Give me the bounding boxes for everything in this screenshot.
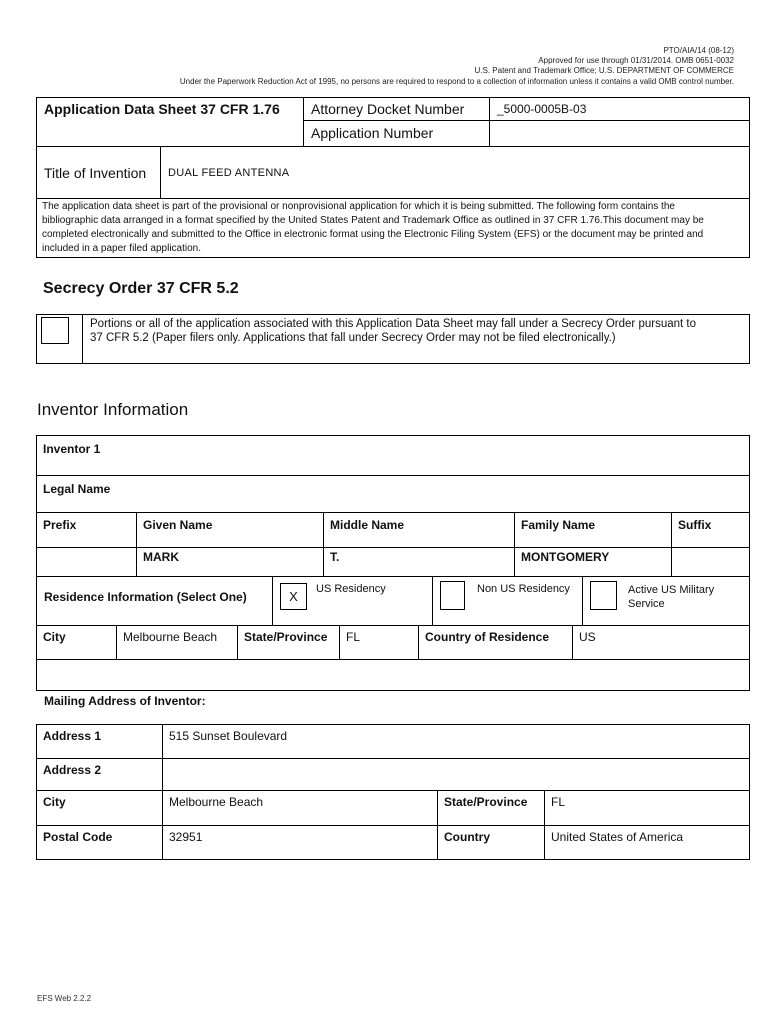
blank-row [36,659,750,691]
mail-state-field[interactable]: FL [544,790,750,826]
invention-label: Title of Invention [44,165,147,181]
inventor-number: Inventor 1 [36,435,750,476]
omb-approval: Approved for use through 01/31/2014. OMB 0651-0032 [538,56,734,65]
secrecy-checkbox[interactable] [41,317,69,344]
middle-name-label: Middle Name [323,512,515,548]
address2-field[interactable] [162,758,750,791]
title-divider-v [303,97,304,146]
postal-code-field[interactable]: 32951 [162,825,438,860]
ads-title: Application Data Sheet 37 CFR 1.76 [44,101,280,117]
secrecy-heading: Secrecy Order 37 CFR 5.2 [43,280,239,297]
invention-value[interactable]: DUAL FEED ANTENNA [168,167,290,179]
suffix-label: Suffix [671,512,750,548]
form-id: PTO/AIA/14 (08-12) [663,46,734,55]
us-residency-label: US Residency [316,583,386,595]
family-name-label: Family Name [514,512,672,548]
residence-divider-2 [432,576,433,626]
country-res-field[interactable]: US [572,625,750,660]
row-divider-1 [303,120,750,121]
non-us-residency-checkbox[interactable] [440,581,465,610]
row-divider-2 [36,146,750,147]
uspto-office: U.S. Patent and Trademark Office; U.S. DEPARTMENT OF COMMERCE [474,66,734,75]
paperwork-notice: Under the Paperwork Reduction Act of 1995, no persons are required to respond to a collection of information unless it contains a valid OMB control number. [179,77,734,86]
suffix-field[interactable] [671,547,750,577]
invention-divider-v [160,146,161,198]
family-name-field[interactable]: MONTGOMERY [514,547,672,577]
legal-name-label: Legal Name [36,475,750,513]
address1-field[interactable]: 515 Sunset Boulevard [162,724,750,759]
us-residency-checkbox[interactable]: X [280,583,307,610]
inventor-heading: Inventor Information [37,400,189,419]
address2-label: Address 2 [36,758,163,791]
app-number-label: Application Number [311,125,434,141]
ads-description: The application data sheet is part of the provisional or nonprovisional application for which it is being submitted. The following form contains the bibliographic data arranged in a format specified by the United States Patent and Trademark Office as outlined in 37 CFR 1.76.This document may be completed electronically and submitted to the Office in electronic format using the Electronic Filing System (EFS) or the document may be printed and included in a paper filed application. [42,201,704,254]
mail-country-label: Country [437,825,545,860]
res-city-label: City [36,625,117,660]
res-city-field[interactable]: Melbourne Beach [116,625,238,660]
postal-code-label: Postal Code [36,825,163,860]
military-label: Active US Military Service [628,584,715,610]
mail-city-field[interactable]: Melbourne Beach [162,790,438,826]
docket-label: Attorney Docket Number [311,101,465,117]
given-name-field[interactable]: MARK [136,547,324,577]
prefix-label: Prefix [36,512,137,548]
residence-divider-1 [272,576,273,626]
non-us-residency-label: Non US Residency [477,583,570,595]
mail-city-label: City [36,790,163,826]
address1-label: Address 1 [36,724,163,759]
res-state-field[interactable]: FL [339,625,419,660]
residence-label: Residence Information (Select One) [44,590,247,604]
country-res-label: Country of Residence [418,625,573,660]
residence-divider-3 [582,576,583,626]
prefix-field[interactable] [36,547,137,577]
given-name-label: Given Name [136,512,324,548]
secrecy-divider-v [82,314,83,364]
mail-state-label: State/Province [437,790,545,826]
mailing-heading: Mailing Address of Inventor: [44,694,206,708]
efs-version: EFS Web 2.2.2 [37,994,92,1003]
row-divider-3 [36,198,750,199]
docket-value[interactable]: _5000-0005B-03 [497,102,587,116]
mail-country-field[interactable]: United States of America [544,825,750,860]
docket-divider-v [489,97,490,146]
res-state-label: State/Province [237,625,340,660]
secrecy-text: Portions or all of the application associated with this Application Data Sheet may fall under a Secrecy Order pursuant to 37 CFR 5.2 (Paper filers only. Applications that fall under Secrecy Order may not be filed electronically.) [90,318,696,344]
military-checkbox[interactable] [590,581,617,610]
middle-name-field[interactable]: T. [323,547,515,577]
